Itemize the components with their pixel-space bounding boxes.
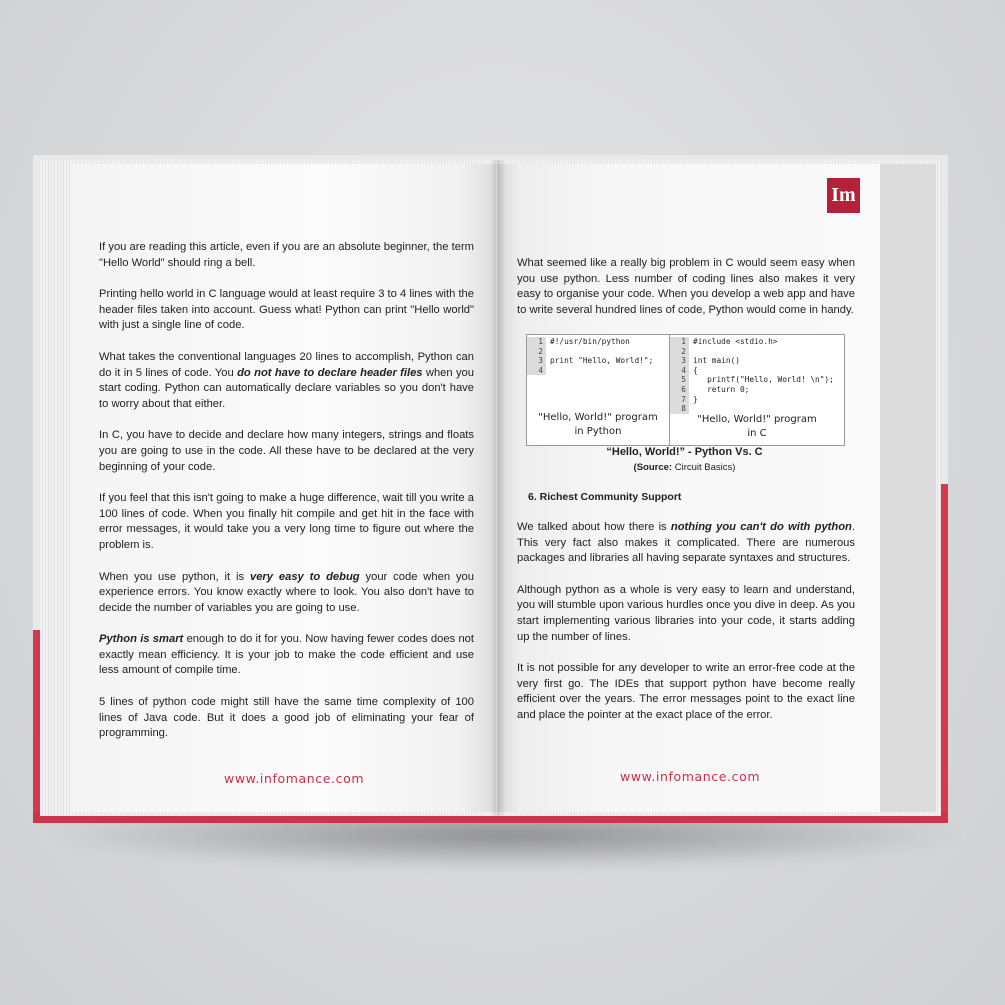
left-page-footer: www.infomance.com xyxy=(224,771,365,786)
code-text: print "Hello, World!"; xyxy=(550,356,654,366)
figure-source xyxy=(526,462,843,473)
code-text: return 0; xyxy=(693,384,750,394)
section-heading: 6. Richest Community Support xyxy=(528,491,682,503)
code-line xyxy=(527,337,669,347)
code-line xyxy=(670,347,844,357)
paragraph xyxy=(517,583,855,645)
line-number: 1 xyxy=(670,337,689,347)
text-segment: Printing hello world in C language would at least require 3 to 4 lines with the header files taken into account. Guess what! Python can print "Hello world" with just a single line of code. xyxy=(99,288,474,332)
python-caption-line2: in Python xyxy=(574,426,622,437)
emphasized-text: Python is smart xyxy=(99,633,184,646)
code-text: #include <stdio.h> xyxy=(693,337,778,346)
code-text: int main() xyxy=(693,356,740,366)
right-page-footer: www.infomance.com xyxy=(620,769,761,784)
text-segment: enough to do it for you. Now having fewer codes does not exactly mean efficiency. It is your job to make the code efficient and use less amount of compile time. xyxy=(99,633,474,677)
text-segment: 5 lines of python code might still have the same time complexity of 100 lines of Java code. But it does a good job of eliminating your fear of programming. xyxy=(99,696,474,740)
code-line xyxy=(670,366,844,376)
python-caption-line1: "Hello, World!" program xyxy=(538,412,658,423)
line-number: 4 xyxy=(527,366,546,376)
line-number: 8 xyxy=(670,404,689,414)
right-page-intro xyxy=(517,256,855,334)
code-line xyxy=(670,337,844,347)
emphasized-text: do not have to declare header files xyxy=(237,366,423,379)
figure-source-text: Circuit Basics) xyxy=(672,462,736,473)
code-line xyxy=(527,366,669,376)
paragraph xyxy=(517,256,855,318)
line-number: 3 xyxy=(527,356,546,366)
code-comparison-figure xyxy=(526,334,845,446)
paragraph xyxy=(99,350,474,412)
book-gutter xyxy=(490,160,506,816)
line-number: 2 xyxy=(670,347,689,357)
paragraph xyxy=(99,240,474,271)
right-page-edge xyxy=(880,164,936,812)
code-line xyxy=(527,347,669,357)
text-segment: What takes the conventional languages 20 lines to accomplish, Python can do it in 5 lines of code. You xyxy=(99,350,474,379)
text-segment: Although python as a whole is very easy to learn and understand, you will stumble upon various hurdles once you dive in deep. As you start implementing various libraries into your code, it starts adding up the number of lines. xyxy=(517,583,855,643)
right-page-body xyxy=(517,520,855,740)
python-code xyxy=(527,337,669,375)
text-segment: When you use python, it is xyxy=(99,570,250,583)
paragraph xyxy=(99,570,474,617)
line-number: 2 xyxy=(527,347,546,357)
text-segment: In C, you have to decide and declare how many integers, strings and floats you are going to use in the code. All these have to be declared at the very beginning of your code. xyxy=(99,429,474,473)
code-line xyxy=(670,385,844,395)
code-line xyxy=(670,395,844,405)
line-number: 4 xyxy=(670,366,689,376)
python-caption xyxy=(527,411,669,439)
code-line xyxy=(670,375,844,385)
c-caption xyxy=(670,413,844,441)
paragraph xyxy=(99,491,474,553)
emphasized-text: very easy to debug xyxy=(249,570,360,583)
code-text: #!/usr/bin/python xyxy=(550,337,630,346)
text-segment: . This very fact also makes it complicated. There are numerous packages and libraries all having separate syntaxes and structures. xyxy=(517,521,855,565)
paragraph xyxy=(99,428,474,475)
text-segment: If you feel that this isn't going to make a huge difference, wait till you write a 100 lines of code. When you finally hit compile and get hit in the face with error messages, it would take you a very long time to figure out where the problem is. xyxy=(99,492,474,551)
text-segment: If you are reading this article, even if you are an absolute beginner, the term "Hello World" should ring a bell. xyxy=(99,241,474,269)
left-page-body xyxy=(99,240,474,758)
line-number: 6 xyxy=(670,385,689,395)
text-segment: We talked about how there is xyxy=(517,521,671,533)
c-code xyxy=(670,337,844,414)
figure-title: “Hello, World!” - Python Vs. C xyxy=(606,446,763,458)
line-number: 3 xyxy=(670,356,689,366)
code-text: printf("Hello, World! \n"); xyxy=(693,375,834,385)
figure-source-label: (Source: xyxy=(633,462,673,473)
paragraph xyxy=(99,632,474,679)
emphasized-text: nothing you can't do with python xyxy=(670,521,852,533)
paragraph xyxy=(99,287,474,334)
c-caption-line1: "Hello, World!" program xyxy=(697,414,817,425)
paragraph xyxy=(517,661,855,723)
code-text: { xyxy=(693,365,698,375)
line-number: 5 xyxy=(670,375,689,385)
code-line xyxy=(527,356,669,366)
python-code-panel xyxy=(527,335,670,445)
paragraph xyxy=(517,520,855,567)
code-text: } xyxy=(693,394,698,404)
line-number: 7 xyxy=(670,395,689,405)
text-segment: your code when you experience errors. You know exactly where to look. You also don't have to decide the number of variables you are going to use. xyxy=(99,570,474,614)
code-line xyxy=(670,356,844,366)
text-segment: What seemed like a really big problem in C would seem easy when you use python. Less number of coding lines also makes it very easy to organise your code. When you develop a web app and have to write several hundred lines of code, Python would come in handy. xyxy=(517,257,855,316)
c-caption-line2: in C xyxy=(747,428,767,439)
line-number: 1 xyxy=(527,337,546,347)
brand-logo: Im xyxy=(827,178,860,213)
c-code-panel xyxy=(670,335,844,445)
text-segment: It is not possible for any developer to write an error-free code at the very first go. The IDEs that support python have become really efficient over the years. The error messages point to the exact line and place the pointer at the exact place of the error. xyxy=(517,662,855,721)
paragraph xyxy=(99,695,474,742)
text-segment: when you start coding. Python can automatically declare variables so you don't have to worry about that either. xyxy=(99,366,474,410)
